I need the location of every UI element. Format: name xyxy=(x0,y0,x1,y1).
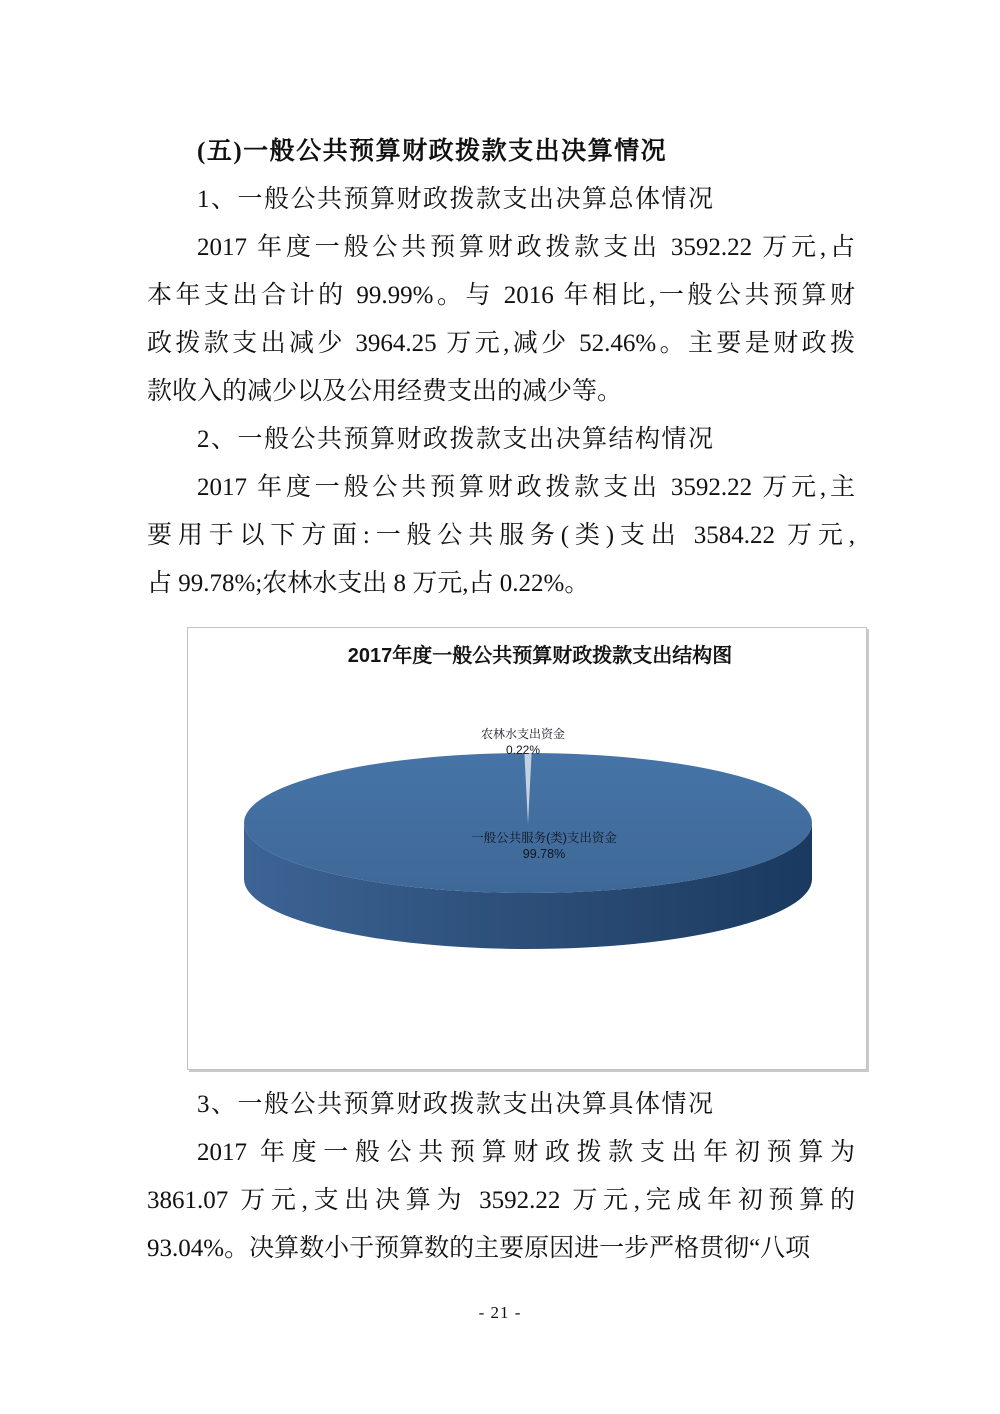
text-line: 2017 年度一般公共预算财政拨款支出 3592.22 万元,主 xyxy=(197,474,855,501)
text-line: 3861.07 万元,支出决算为 3592.22 万元,完成年初预算的 xyxy=(147,1187,855,1214)
page-number: - 21 - xyxy=(478,1303,522,1322)
pie-chart-frame xyxy=(187,627,867,1070)
subheading-2: 2、一般公共预算财政拨款支出决算结构情况 xyxy=(197,426,715,453)
text-line: 政拨款支出减少 3964.25 万元,减少 52.46%。主要是财政拨 xyxy=(147,330,855,357)
section-heading: (五)一般公共预算财政拨款支出决算情况 xyxy=(197,138,668,165)
text-line: 2017 年度一般公共预算财政拨款支出年初预算为 xyxy=(197,1139,855,1166)
paragraph-3 xyxy=(147,1129,855,1273)
text-line: 2017 年度一般公共预算财政拨款支出 3592.22 万元,占 xyxy=(197,234,855,261)
text-line: 要用于以下方面:一般公共服务(类)支出 3584.22 万元, xyxy=(147,522,855,549)
text-line: 款收入的减少以及公用经费支出的减少等。 xyxy=(147,378,623,405)
paragraph-1 xyxy=(147,224,855,416)
subheading-1: 1、一般公共预算财政拨款支出决算总体情况 xyxy=(197,186,715,213)
pie-label-major-value: 99.78% xyxy=(522,847,566,861)
pie-label-major-name: 一般公共服务(类)支出资金 xyxy=(471,831,617,845)
text-block-bottom xyxy=(147,1081,855,1273)
chart-title: 2017年度一般公共预算财政拨款支出结构图 xyxy=(347,645,733,667)
pie-chart xyxy=(188,628,866,1069)
pie-label-minor-value: 0.22% xyxy=(505,743,541,757)
text-line: 本年支出合计的 99.99%。与 2016 年相比,一般公共预算财 xyxy=(147,282,855,309)
subheading-3: 3、一般公共预算财政拨款支出决算具体情况 xyxy=(197,1091,715,1118)
text-block-top xyxy=(147,128,855,608)
text-line: 93.04%。决算数小于预算数的主要原因进一步严格贯彻“八项 xyxy=(147,1235,811,1262)
paragraph-2 xyxy=(147,464,855,608)
text-line: 占 99.78%;农林水支出 8 万元,占 0.22%。 xyxy=(147,570,590,597)
pie-label-minor-name: 农林水支出资金 xyxy=(480,727,566,741)
